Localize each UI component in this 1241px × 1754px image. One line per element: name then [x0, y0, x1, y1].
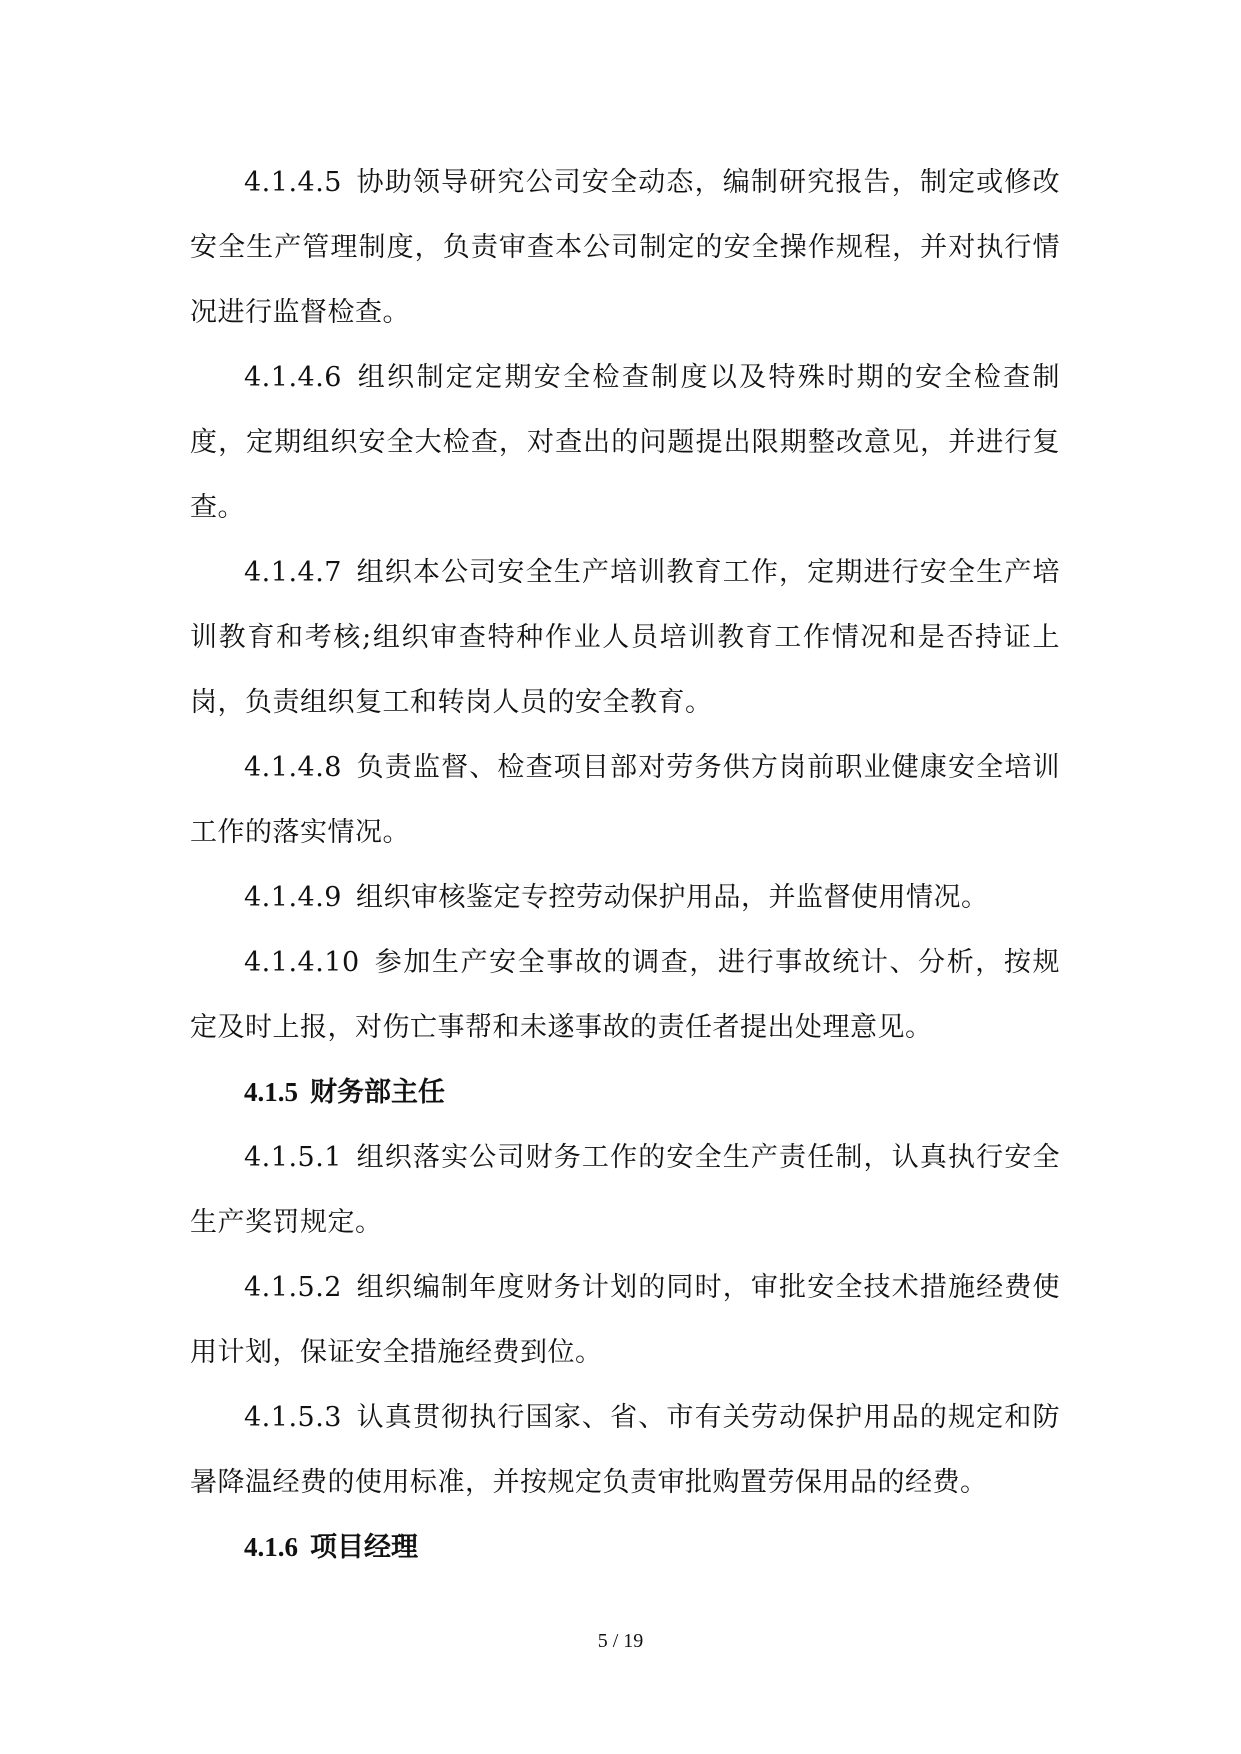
clause-number: 4.1.5.1	[244, 1142, 342, 1173]
clause-text: 组织审核鉴定专控劳动保护用品，并监督使用情况。	[355, 882, 989, 913]
clause-number: 4.1.4.7	[244, 557, 342, 588]
paragraph-4-1-4-10	[190, 930, 1060, 1060]
clause-text: 组织制定定期安全检查制度以及特殊时期的安全检查制度，定期组织安全大检查，对查出的问题提出限期整改意见，并进行复查。	[190, 362, 1060, 523]
clause-text: 参加生产安全事故的调查，进行事故统计、分析，按规定及时上报，对伤亡事帮和未遂事故的责任者提出处理意见。	[190, 947, 1060, 1043]
section-heading-4-1-6	[190, 1515, 1060, 1580]
paragraph-4-1-5-2	[190, 1255, 1060, 1385]
clause-number: 4.1.5.2	[244, 1272, 342, 1303]
document-body	[190, 150, 1060, 1580]
section-number: 4.1.6	[244, 1532, 298, 1562]
clause-text: 组织本公司安全生产培训教育工作，定期进行安全生产培训教育和考核;组织审查特种作业人员培训教育工作情况和是否持证上岗，负责组织复工和转岗人员的安全教育。	[190, 557, 1060, 718]
paragraph-4-1-4-7	[190, 540, 1060, 735]
clause-number: 4.1.4.9	[244, 882, 342, 913]
section-number: 4.1.5	[244, 1077, 298, 1107]
clause-number: 4.1.4.6	[244, 362, 342, 393]
clause-text: 协助领导研究公司安全动态，编制研究报告，制定或修改安全生产管理制度，负责审查本公司制定的安全操作规程，并对执行情况进行监督检查。	[190, 167, 1060, 328]
clause-number: 4.1.5.3	[244, 1402, 342, 1433]
clause-number: 4.1.4.8	[244, 752, 342, 783]
paragraph-4-1-5-3	[190, 1385, 1060, 1515]
section-title: 项目经理	[310, 1532, 418, 1563]
clause-text: 组织编制年度财务计划的同时，审批安全技术措施经费使用计划，保证安全措施经费到位。	[190, 1272, 1060, 1368]
clause-number: 4.1.4.5	[244, 167, 342, 198]
paragraph-4-1-4-6	[190, 345, 1060, 540]
paragraph-4-1-4-9	[190, 865, 1060, 930]
clause-text: 负责监督、检查项目部对劳务供方岗前职业健康安全培训工作的落实情况。	[190, 752, 1060, 848]
clause-text: 组织落实公司财务工作的安全生产责任制，认真执行安全生产奖罚规定。	[190, 1142, 1060, 1238]
paragraph-4-1-4-5	[190, 150, 1060, 345]
section-title: 财务部主任	[310, 1077, 445, 1108]
clause-number: 4.1.4.10	[244, 947, 360, 978]
paragraph-4-1-4-8	[190, 735, 1060, 865]
clause-text: 认真贯彻执行国家、省、市有关劳动保护用品的规定和防暑降温经费的使用标准，并按规定负责审批购置劳保用品的经费。	[190, 1402, 1060, 1498]
page-number: 5 / 19	[597, 1630, 644, 1652]
section-heading-4-1-5	[190, 1060, 1060, 1125]
paragraph-4-1-5-1	[190, 1125, 1060, 1255]
